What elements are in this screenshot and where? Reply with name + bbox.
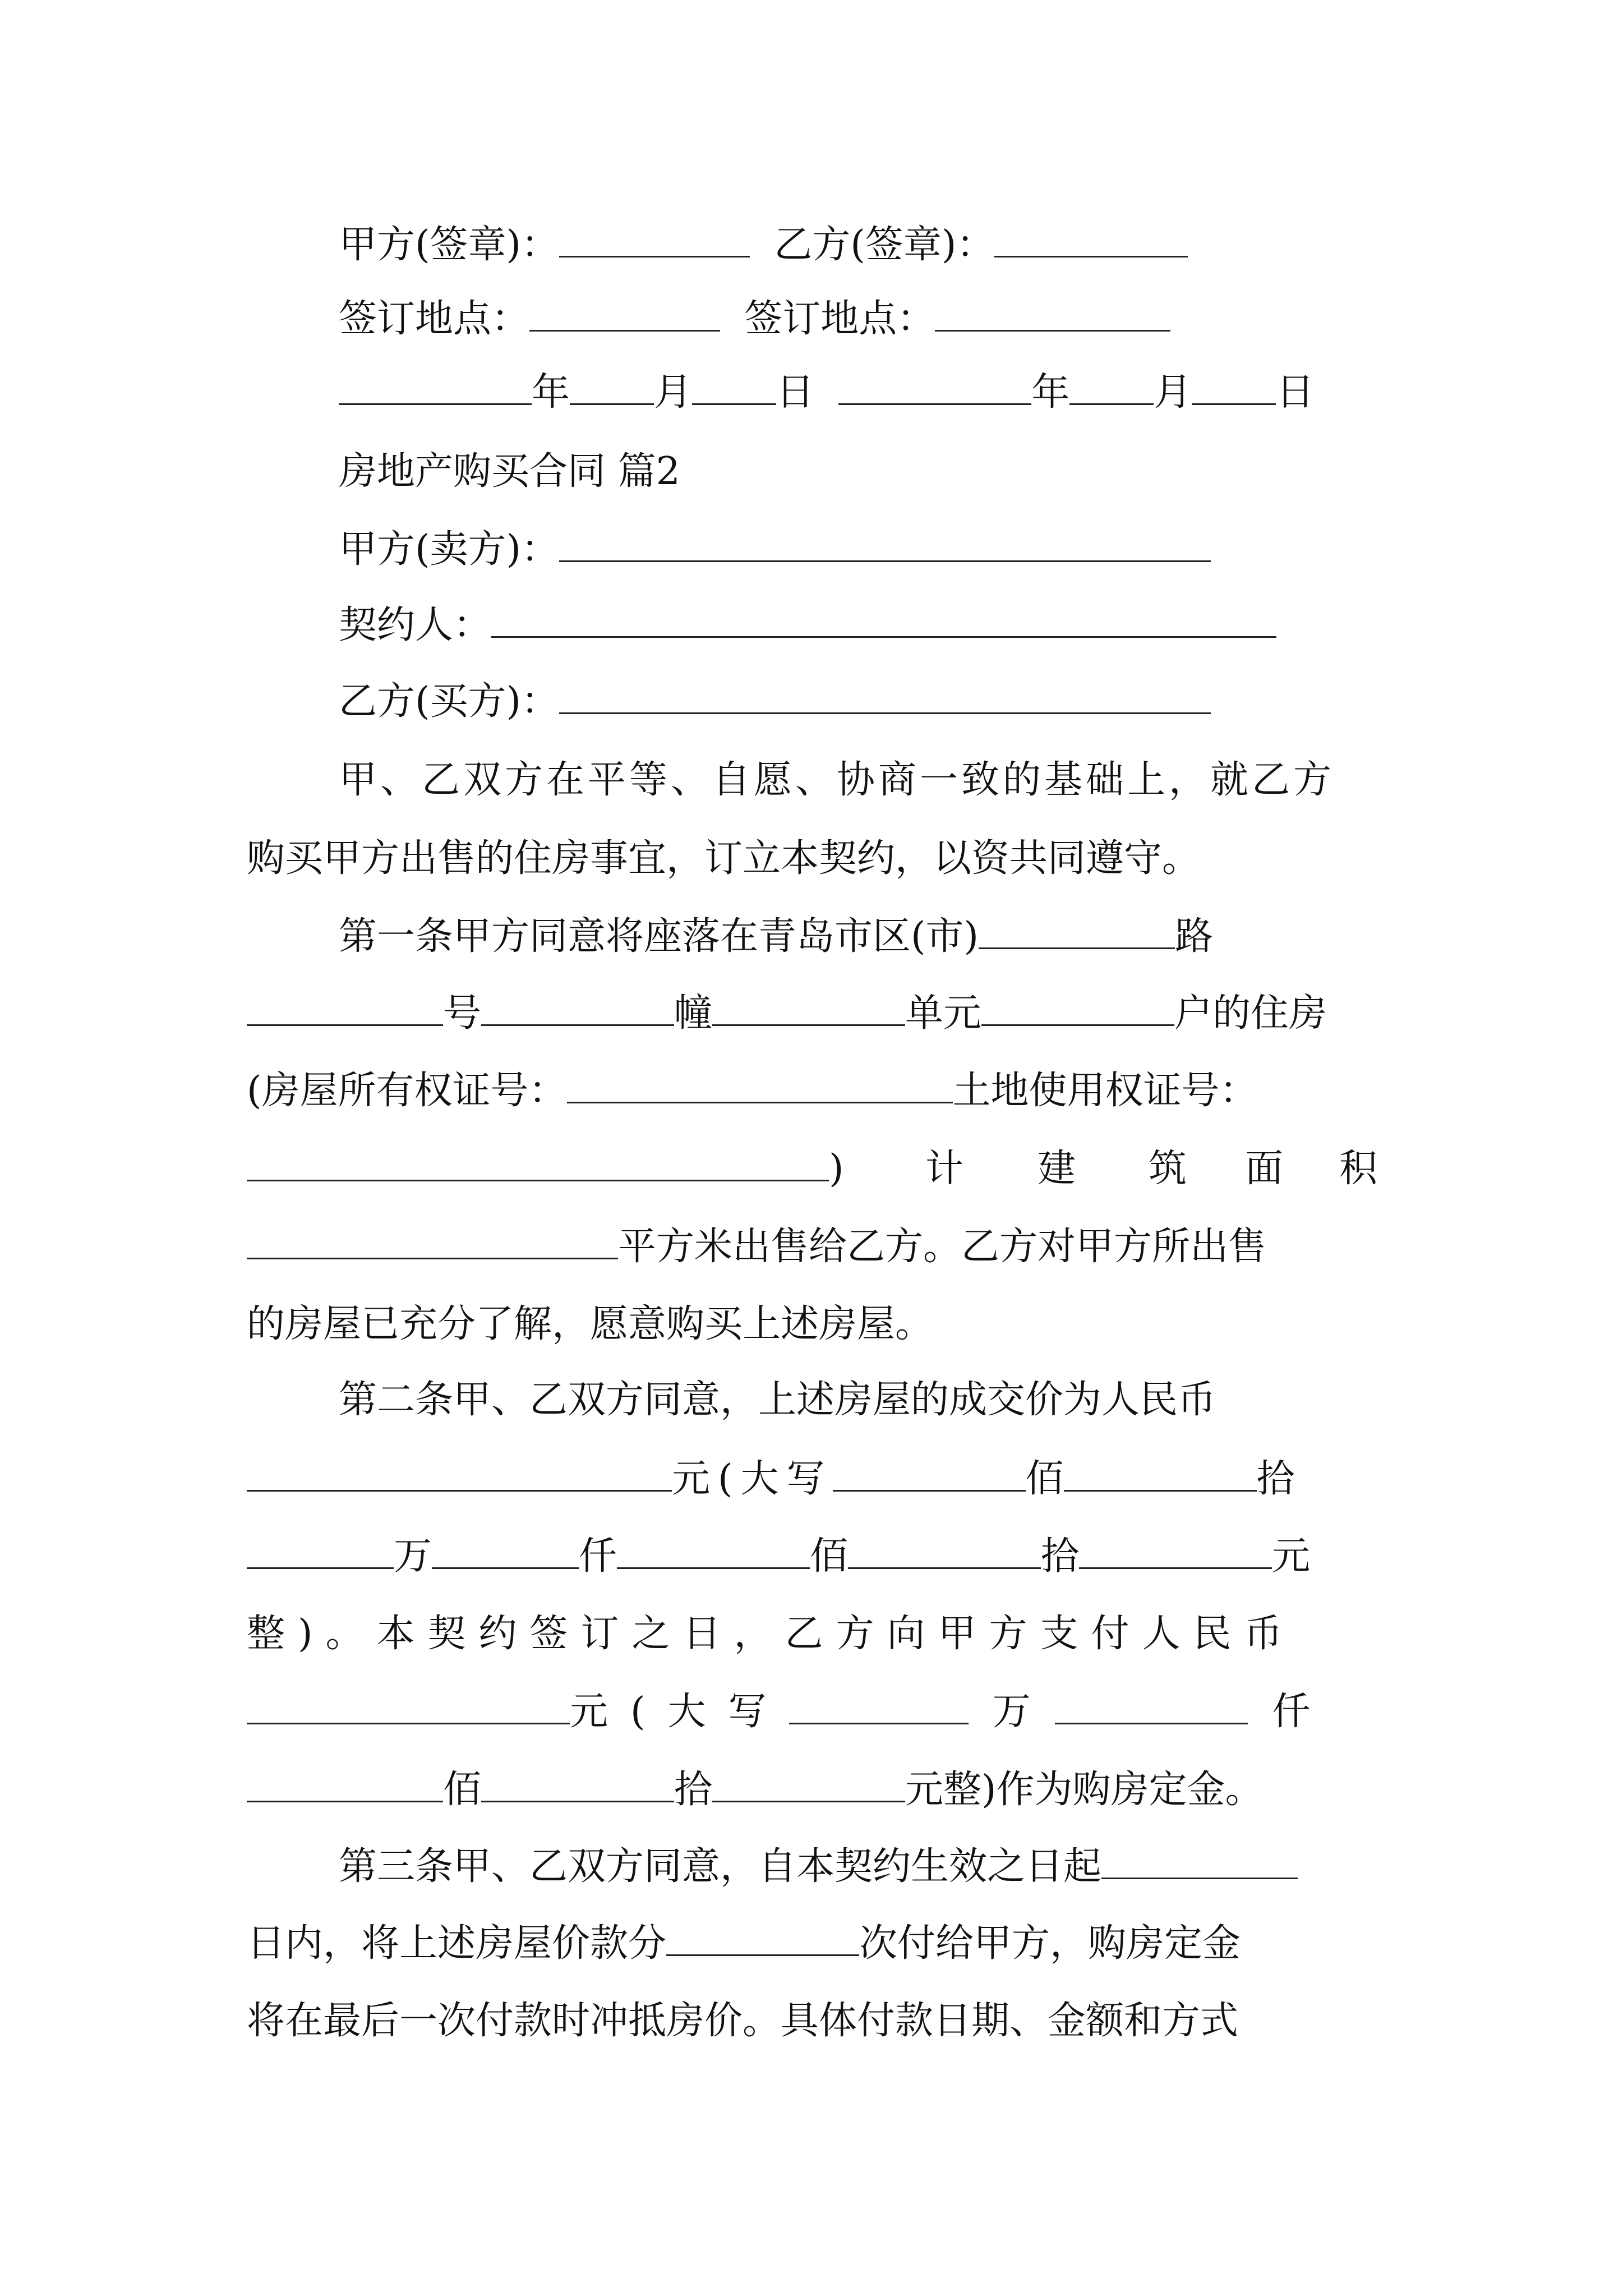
art2-line-4: 整)。本契约签订之日，乙方向甲方支付人民币 (247, 1612, 1295, 1656)
price-hundred-m-blank[interactable] (833, 1455, 1026, 1492)
ownership-cert-blank[interactable] (567, 1067, 953, 1103)
art1-text-1: 第一条甲方同意将座落在青岛市区(市) (339, 914, 979, 959)
road-blank[interactable] (979, 913, 1175, 949)
household-label: 户的住房 (1174, 991, 1327, 1036)
party-b-sign-blank[interactable] (994, 221, 1188, 257)
art3-text-1: 第三条甲、乙双方同意，自本契约生效之日起 (339, 1844, 1102, 1889)
price-caps-label: 元(大写 (672, 1457, 833, 1501)
price-shi-blank[interactable] (848, 1533, 1041, 1569)
household-blank[interactable] (981, 990, 1174, 1026)
art3-line-1 (339, 1842, 1377, 1892)
art3-text-2: 日内，将上述房屋价款分 (247, 1921, 667, 1966)
unit-label: 单元 (905, 991, 982, 1036)
sign-date-row (339, 367, 1376, 418)
art3-line-2 (247, 1918, 1377, 1969)
party-b-sign-label: 乙方(签章)： (774, 223, 995, 267)
land-cert-blank[interactable] (247, 1145, 829, 1181)
deposit-qian-label: 仟 (1272, 1690, 1311, 1734)
month-a-blank[interactable] (570, 369, 654, 405)
deposit-qian-blank[interactable] (1055, 1688, 1248, 1724)
number-blank[interactable] (247, 990, 443, 1026)
deposit-yuan-blank[interactable] (712, 1766, 905, 1802)
land-cert-label: 土地使用权证号： (952, 1069, 1258, 1113)
year-a-blank[interactable] (339, 369, 532, 405)
art2-line-1: 第二条甲、乙双方同意，上述房屋的成交价为人民币 (339, 1378, 1216, 1422)
year-b-blank[interactable] (838, 369, 1031, 405)
buyer-label: 乙方(买方)： (339, 679, 560, 724)
art2-line-6 (247, 1765, 1377, 1815)
close-paren: ) (829, 1147, 844, 1191)
ji-char: 计 (925, 1147, 964, 1191)
price-qian-blank[interactable] (432, 1533, 579, 1569)
jian-char: 建 (1038, 1147, 1076, 1191)
art1-line-6: 的房屋已充分了解，愿意购买上述房屋。 (247, 1302, 934, 1346)
area-blank[interactable] (247, 1223, 618, 1259)
art1-line-2 (247, 988, 1377, 1039)
year-b-label: 年 (1031, 370, 1070, 415)
art1-line-1 (339, 912, 1377, 962)
month-a-label: 月 (654, 370, 693, 415)
contract-title: 房地产购买合同 篇2 (339, 449, 680, 494)
party-a-sign-label: 甲方(签章)： (339, 223, 560, 267)
day-b-label: 日 (1276, 370, 1315, 415)
day-a-blank[interactable] (692, 369, 776, 405)
sign-place-a-label: 签订地点： (339, 297, 530, 341)
price-ten-m-label: 拾 (1256, 1457, 1295, 1501)
year-a-label: 年 (532, 370, 570, 415)
sign-place-b-blank[interactable] (935, 295, 1170, 332)
ji2-char: 积 (1339, 1147, 1378, 1191)
price-qian-label: 仟 (579, 1534, 617, 1579)
art2-line-5 (247, 1687, 1377, 1737)
days-blank[interactable] (1101, 1843, 1298, 1879)
price-bai-label: 佰 (810, 1534, 849, 1579)
number-label: 号 (443, 991, 482, 1036)
deposit-bai-label: 佰 (443, 1768, 482, 1812)
agent-row (339, 600, 1276, 651)
building-blank[interactable] (481, 990, 674, 1026)
seller-row (339, 524, 1211, 575)
buyer-blank[interactable] (559, 678, 1211, 714)
building-label: 幢 (674, 991, 713, 1036)
art2-line-2 (247, 1454, 1377, 1504)
art3-line-3: 将在最后一次付款时冲抵房价。具体付款日期、金额和方式 (247, 1999, 1239, 2043)
deposit-shi-label: 拾 (674, 1768, 713, 1812)
seller-blank[interactable] (559, 526, 1211, 562)
art2-line-3 (247, 1531, 1377, 1582)
deposit-bai-blank[interactable] (247, 1766, 443, 1802)
intro-line-2: 购买甲方出售的住房事宜，订立本契约，以资共同遵守。 (247, 836, 1201, 881)
day-a-label: 日 (776, 370, 815, 415)
unit-blank[interactable] (712, 990, 905, 1026)
price-shi-label: 拾 (1041, 1534, 1080, 1579)
day-b-blank[interactable] (1192, 369, 1276, 405)
zhu-char: 筑 (1149, 1147, 1187, 1191)
month-b-blank[interactable] (1069, 369, 1154, 405)
installments-blank[interactable] (666, 1920, 859, 1956)
price-yuan-blank[interactable] (1079, 1533, 1272, 1569)
price-wan-label: 万 (394, 1534, 432, 1579)
month-b-label: 月 (1154, 370, 1192, 415)
price-yuan-label: 元 (1272, 1534, 1311, 1579)
sign-place-b-label: 签订地点： (744, 297, 935, 341)
deposit-wan-label: 万 (992, 1690, 1031, 1734)
ownership-cert-label: (房屋所有权证号： (247, 1069, 567, 1113)
art1-line-5 (247, 1222, 1377, 1272)
seller-label: 甲方(卖方)： (339, 527, 560, 572)
area-text: 平方米出售给乙方。乙方对甲方所出售 (618, 1225, 1267, 1269)
art1-line-3 (247, 1066, 1377, 1116)
sign-place-a-blank[interactable] (529, 295, 720, 332)
intro-line-1: 甲、乙双方在平等、自愿、协商一致的基础上，就乙方 (339, 758, 1335, 802)
signature-row (339, 220, 1292, 270)
art1-line-4 (247, 1144, 1377, 1194)
agent-label: 契约人： (339, 603, 492, 647)
deposit-shi-blank[interactable] (481, 1766, 674, 1802)
price-wan-blank[interactable] (247, 1533, 394, 1569)
price-bai-blank[interactable] (617, 1533, 810, 1569)
mian-char: 面 (1245, 1147, 1284, 1191)
agent-blank[interactable] (491, 601, 1276, 638)
price-blank[interactable] (247, 1455, 672, 1492)
road-label: 路 (1175, 914, 1214, 959)
sign-place-row (339, 294, 1292, 344)
deposit-blank[interactable] (247, 1688, 570, 1724)
party-a-sign-blank[interactable] (559, 221, 750, 257)
deposit-end-text: 元整)作为购房定金。 (905, 1768, 1264, 1812)
art3-text-3: 次付给甲方，购房定金 (859, 1921, 1241, 1966)
price-ten-m-blank[interactable] (1064, 1455, 1257, 1492)
deposit-wan-blank[interactable] (789, 1688, 969, 1724)
price-hundred-m-label: 佰 (1025, 1457, 1064, 1501)
buyer-row (339, 677, 1211, 727)
deposit-caps-label: 元(大写 (570, 1690, 789, 1734)
